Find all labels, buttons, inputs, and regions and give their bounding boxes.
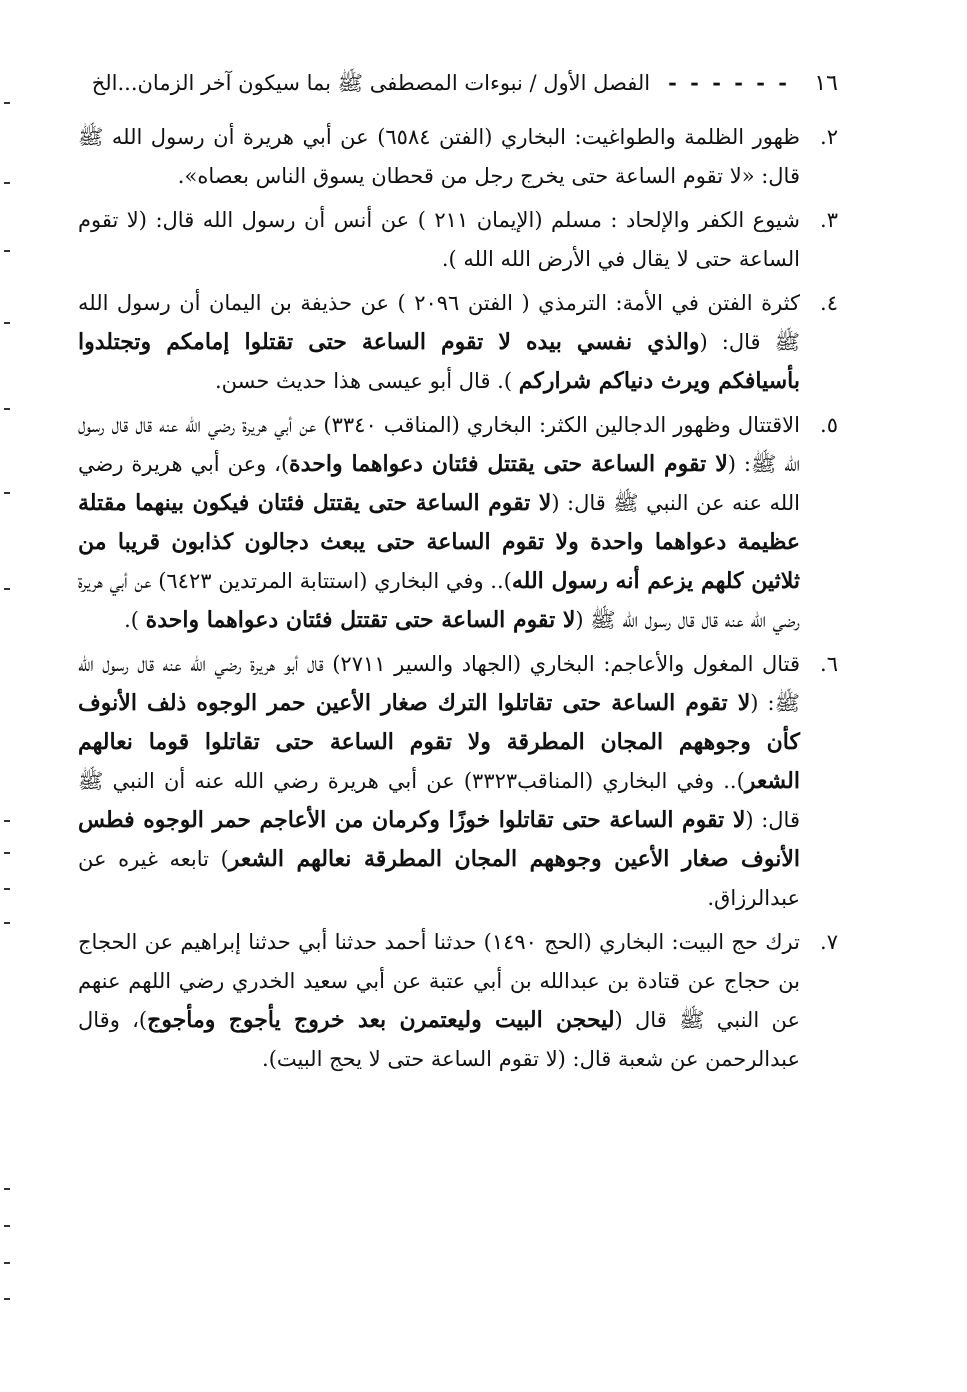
margin-scan-marks: [0, 0, 20, 1392]
page-number: ١٦: [814, 71, 838, 96]
item-text: [78, 923, 800, 1079]
item-text-segment: قتال المغول والأعاجم: البخاري (الجهاد والسير ٢٧١١) قال أبو هريرة رضي الله عنه قال رسول الله ﷺ: (: [78, 652, 801, 715]
scan-mark: [4, 492, 10, 494]
item-text-segment: الاقتتال وظهور الدجالين الكثر: البخاري (المناقب ٣٣٤٠) عن أبي هريرة رضي الله عنه قال قال رسول الله ﷺ: (: [78, 413, 800, 476]
item-number: ٢.: [820, 125, 838, 149]
item-text-segment: ). قال أبو عيسى هذا حديث حسن.: [215, 369, 519, 393]
item-text-segment: ظهور الظلمة والطواغيت: البخاري (الفتن ٦٥٨٤) عن أبي هريرة أن رسول الله ﷺ قال: «لا تقوم الساعة حتى يخرج رجل من قحطان يسوق الناس بعصاه».: [78, 125, 800, 188]
item-number: ٣.: [820, 208, 838, 232]
scan-mark: [4, 102, 10, 104]
running-header: [78, 70, 838, 118]
item-text-segment: ).. وفي البخاري (استتابة المرتدين ٦٤٢٣) عن أبي هريرة رضي الله عنه قال قال رسول الله ﷺ (: [78, 569, 800, 632]
scan-mark: [4, 408, 10, 410]
hadith-quote: لا تقوم الساعة حتى تقاتلوا الترك صغار الأعين حمر الوجوه ذلف الأنوف كأن وجوههم المجان المطرقة ولا تقوم الساعة حتى تقاتلوا قوما نعالهم الشعر: [78, 690, 800, 794]
scan-mark: [4, 1225, 10, 1227]
list-item: [78, 201, 838, 279]
scan-mark: [4, 820, 10, 822]
numbered-list: [78, 118, 838, 1079]
scan-mark: [4, 588, 10, 590]
item-text-segment: ترك حج البيت: البخاري (الحج ١٤٩٠) حدثنا أحمد حدثنا أبي حدثنا إبراهيم عن الحجاج بن حجاج عن قتادة بن عبدالله بن أبي عتبة عن أبي سعيد الخدري رضي اللهم عنهم عن النبي ﷺ قال (: [78, 930, 801, 1032]
item-text-segment: ).: [124, 608, 146, 632]
item-number: ٧.: [820, 930, 838, 954]
hadith-quote: ليحجن البيت وليعتمرن بعد خروج يأجوج ومأجوج: [147, 1007, 615, 1033]
item-text-segment: كثرة الفتن في الأمة: الترمذي ( الفتن ٢٠٩٦ ) عن حذيفة بن اليمان أن رسول الله ﷺ قال: (: [78, 291, 800, 354]
item-text: [78, 201, 800, 279]
item-number: ٤.: [820, 291, 838, 315]
item-text-segment: ) تابعه غيره عن عبدالرزاق.: [78, 847, 800, 910]
item-text: [78, 284, 800, 401]
item-text-segment: )، وعن أبي هريرة رضي الله عنه عن النبي ﷺ قال: (: [78, 452, 800, 515]
scan-mark: [4, 1188, 10, 1190]
item-number: ٥.: [820, 413, 838, 437]
scan-mark: [4, 1298, 10, 1300]
hadith-quote: والذي نفسي بيده لا تقوم الساعة حتى تقتلوا إمامكم وتجتلدوا بأسيافكم ويرث دنياكم شراركم: [78, 329, 800, 394]
scan-mark: [4, 888, 10, 890]
scan-mark: [4, 922, 10, 924]
item-text: [78, 118, 800, 196]
hadith-quote: لا تقوم الساعة حتى تقتتل فئتان دعواهما واحدة: [145, 607, 576, 633]
list-item: [78, 406, 838, 640]
item-text-segment: شيوع الكفر والإلحاد : مسلم (الإيمان ٢١١ ) عن أنس أن رسول الله قال: (لا تقوم الساعة حتى لا يقال في الأرض الله الله ).: [78, 208, 800, 271]
hadith-quote: لا تقوم الساعة حتى يقتتل فئتان فيكون بينهما مقتلة عظيمة دعواهما واحدة ولا تقوم الساعة حتى يبعث دجالون كذابون قريبا من ثلاثين كلهم يزعم أنه رسول الله: [78, 490, 800, 594]
item-text-segment: ).. وفي البخاري (المناقب٣٣٢٣) عن أبي هريرة رضي الله عنه أن النبي ﷺ قال: (: [78, 769, 800, 832]
list-item: [78, 923, 838, 1079]
scan-mark: [4, 322, 10, 324]
item-number: ٦.: [820, 652, 838, 676]
item-text: [78, 645, 800, 918]
document-page: [78, 70, 838, 1084]
list-item: [78, 284, 838, 401]
hadith-quote: لا تقوم الساعة حتى يقتتل فئتان دعواهما واحدة: [289, 451, 728, 477]
scan-mark: [4, 182, 10, 184]
list-item: [78, 118, 838, 196]
scan-mark: [4, 852, 10, 854]
list-item: [78, 645, 838, 918]
item-text: [78, 406, 800, 640]
scan-mark: [4, 250, 10, 252]
hadith-quote: لا تقوم الساعة حتى تقاتلوا خوزًا وكرمان من الأعاجم حمر الوجوه فطس الأنوف صغار الأعين وجوههم المجان المطرقة نعالهم الشعر: [78, 807, 801, 872]
header-dots: - - - - - -: [668, 70, 790, 95]
item-text-segment: )، وقال عبدالرحمن عن شعبة قال: (لا تقوم الساعة حتى لا يحج البيت).: [78, 1008, 800, 1071]
scan-mark: [4, 1262, 10, 1264]
header-title: الفصل الأول / نبوءات المصطفى ﷺ بما سيكون آخر الزمان...الخ: [91, 71, 651, 95]
